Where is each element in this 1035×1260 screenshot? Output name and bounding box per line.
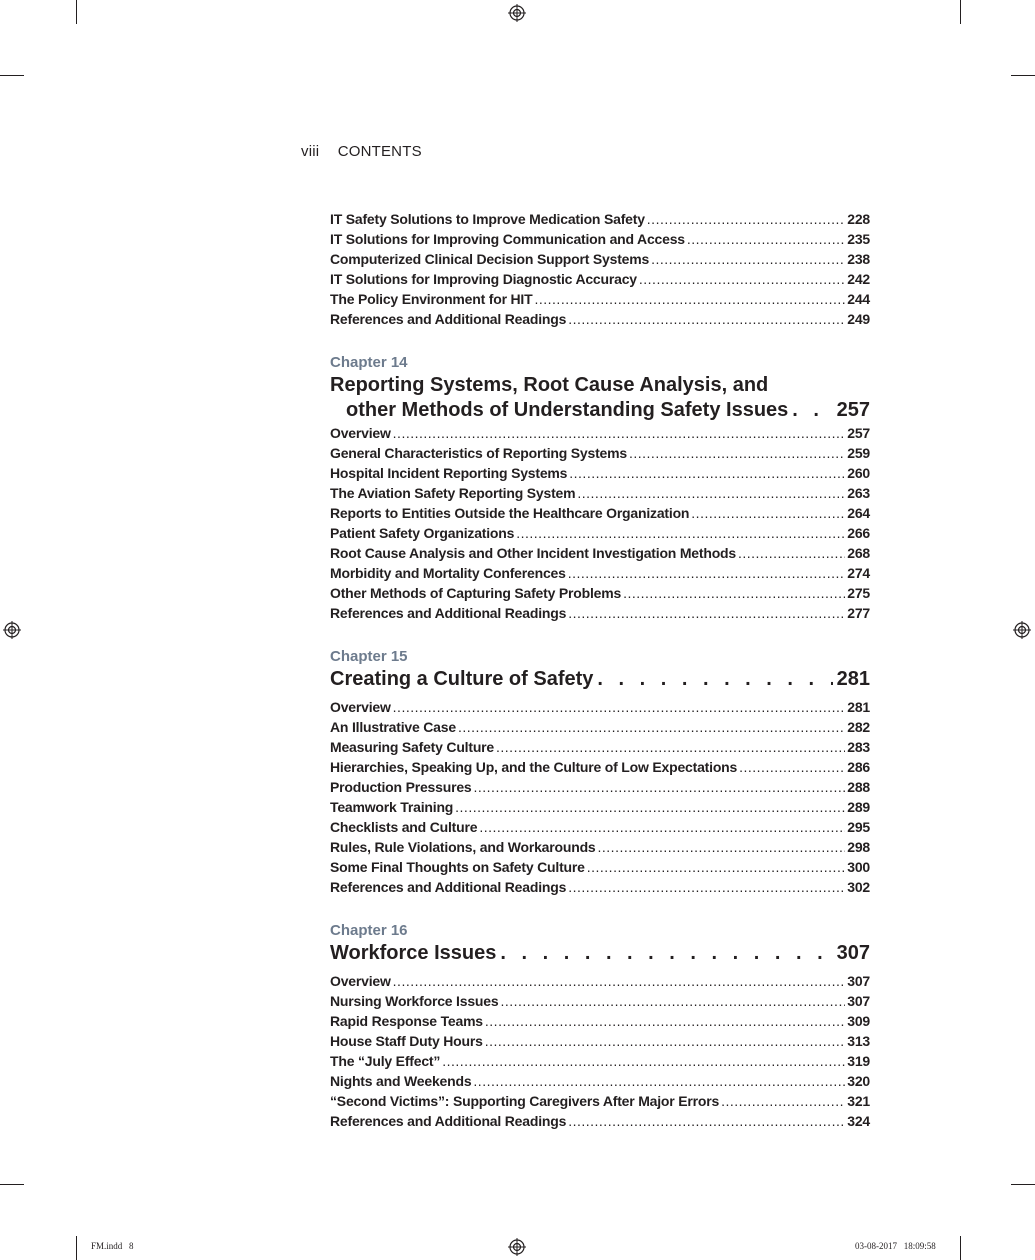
toc-entry-page: 244 [847, 291, 870, 307]
toc-entry-page: 259 [847, 445, 870, 461]
toc-entry-title: Root Cause Analysis and Other Incident Investigation Methods [330, 545, 736, 561]
crop-mark [76, 1236, 77, 1260]
dot-leader [500, 993, 845, 1009]
table-of-contents [330, 211, 870, 1133]
toc-entry[interactable] [330, 465, 870, 485]
dot-leader [721, 1093, 845, 1109]
toc-entry[interactable] [330, 505, 870, 525]
toc-entry-title: Rules, Rule Violations, and Workarounds [330, 839, 596, 855]
toc-entry-page: 263 [847, 485, 870, 501]
toc-entry-title: The “July Effect” [330, 1053, 441, 1069]
crop-mark [960, 0, 961, 24]
toc-entry-title: References and Additional Readings [330, 605, 567, 621]
page-folio: viii [301, 143, 320, 160]
toc-entry-page: 324 [847, 1113, 870, 1129]
toc-entry-title: Overview [330, 973, 391, 989]
dot-leader [568, 605, 845, 621]
toc-entry[interactable] [330, 605, 870, 625]
toc-entry-title: Nights and Weekends [330, 1073, 472, 1089]
running-head [301, 143, 422, 160]
toc-entry-title: The Aviation Safety Reporting System [330, 485, 576, 501]
toc-entry[interactable] [330, 699, 870, 719]
toc-entry[interactable] [330, 211, 870, 231]
dot-leader [568, 311, 845, 327]
dot-leader [597, 667, 832, 692]
chapter-page: 281 [836, 668, 870, 690]
toc-entry-title: Other Methods of Capturing Safety Problems [330, 585, 622, 601]
toc-entry-title: Production Pressures [330, 779, 472, 795]
dot-leader [568, 1113, 845, 1129]
toc-entry[interactable] [330, 779, 870, 799]
toc-entry[interactable] [330, 879, 870, 899]
crop-mark [76, 0, 77, 24]
chapter-label: Chapter 16 [330, 922, 408, 939]
dot-leader [647, 211, 845, 227]
toc-entry-page: 266 [847, 525, 870, 541]
toc-entry[interactable] [330, 973, 870, 993]
dot-leader [577, 485, 845, 501]
chapter-title[interactable] [330, 941, 870, 971]
toc-entry-page: 264 [847, 505, 870, 521]
dot-leader [534, 291, 845, 307]
toc-entry-title: Morbidity and Mortality Conferences [330, 565, 566, 581]
chapter-page: 257 [836, 399, 870, 421]
toc-entry-title: References and Additional Readings [330, 879, 567, 895]
toc-entry-title: Overview [330, 699, 391, 715]
toc-entry-page: 275 [847, 585, 870, 601]
toc-entry-title: Hierarchies, Speaking Up, and the Culture of Low Expectations [330, 759, 738, 775]
crop-mark [960, 1236, 961, 1260]
crop-mark [0, 1184, 24, 1185]
toc-entry-title: IT Solutions for Improving Diagnostic Accuracy [330, 271, 637, 287]
toc-entry[interactable] [330, 799, 870, 819]
toc-entry[interactable] [330, 291, 870, 311]
toc-entry-page: 289 [847, 799, 870, 815]
dot-leader [738, 545, 845, 561]
chapter-label: Chapter 14 [330, 354, 408, 371]
toc-entry-page: 242 [847, 271, 870, 287]
toc-entry[interactable] [330, 1053, 870, 1073]
dot-leader [458, 719, 845, 735]
chapter-title-text: Creating a Culture of Safety [330, 668, 594, 690]
toc-entry[interactable] [330, 819, 870, 839]
chapter-title-line: Reporting Systems, Root Cause Analysis, and [330, 374, 769, 396]
toc-entry[interactable] [330, 311, 870, 331]
toc-entry-title: “Second Victims”: Supporting Caregivers After Major Errors [330, 1093, 720, 1109]
dot-leader [568, 565, 846, 581]
toc-entry-page: 268 [847, 545, 870, 561]
toc-entry-title: Overview [330, 425, 391, 441]
toc-entry-page: 313 [847, 1033, 870, 1049]
toc-entry[interactable] [330, 271, 870, 291]
dot-leader [393, 973, 846, 989]
toc-entry[interactable] [330, 993, 870, 1013]
slug-filename: FM.indd 8 [91, 1241, 134, 1251]
registration-mark-icon [508, 1238, 526, 1256]
toc-entry-title: General Characteristics of Reporting Systems [330, 445, 627, 461]
toc-entry[interactable] [330, 1073, 870, 1093]
registration-mark-icon [508, 4, 526, 22]
section-title: CONTENTS [337, 143, 422, 160]
toc-entry-title: House Staff Duty Hours [330, 1033, 483, 1049]
toc-entry-page: 321 [847, 1093, 870, 1109]
toc-entry-title: Patient Safety Organizations [330, 525, 515, 541]
toc-entry-title: Checklists and Culture [330, 819, 478, 835]
dot-leader [485, 1033, 846, 1049]
toc-entry-page: 238 [847, 251, 870, 267]
toc-entry-page: 277 [847, 605, 870, 621]
toc-entry-page: 319 [847, 1053, 870, 1069]
toc-entry[interactable] [330, 231, 870, 251]
toc-entry-page: 283 [847, 739, 870, 755]
toc-entry-page: 309 [847, 1013, 870, 1029]
toc-entry-title: Measuring Safety Culture [330, 739, 495, 755]
dot-leader [623, 585, 845, 601]
dot-leader [739, 759, 845, 775]
dot-leader [569, 465, 845, 481]
toc-entry-page: 320 [847, 1073, 870, 1089]
slug-datetime: 03-08-2017 18:09:58 [855, 1241, 936, 1251]
toc-entry[interactable] [330, 585, 870, 605]
toc-entry[interactable] [330, 485, 870, 505]
crop-mark [1011, 1184, 1035, 1185]
dot-leader [651, 251, 845, 267]
dot-leader [792, 398, 832, 423]
dot-leader [485, 1013, 845, 1029]
toc-entry-title: References and Additional Readings [330, 1113, 567, 1129]
toc-entry-page: 300 [847, 859, 870, 875]
toc-entry[interactable] [330, 759, 870, 779]
dot-leader [455, 799, 845, 815]
chapter-page: 307 [836, 942, 870, 964]
toc-entry[interactable] [330, 1093, 870, 1113]
toc-entry-title: References and Additional Readings [330, 311, 567, 327]
dot-leader [393, 699, 846, 715]
toc-entry[interactable] [330, 1113, 870, 1133]
dot-leader [442, 1053, 845, 1069]
crop-mark [1011, 75, 1035, 76]
toc-entry-page: 260 [847, 465, 870, 481]
chapter-title[interactable] [330, 667, 870, 697]
registration-mark-icon [1013, 621, 1031, 639]
dot-leader [639, 271, 845, 287]
toc-entry-title: IT Solutions for Improving Communication and Access [330, 231, 685, 247]
toc-entry-page: 298 [847, 839, 870, 855]
chapter-title-text: Workforce Issues [330, 942, 497, 964]
toc-entry[interactable] [330, 839, 870, 859]
registration-mark-icon [3, 621, 21, 639]
toc-entry-page: 295 [847, 819, 870, 835]
dot-leader [479, 819, 845, 835]
toc-entry-page: 235 [847, 231, 870, 247]
crop-mark [0, 75, 24, 76]
dot-leader [393, 425, 846, 441]
toc-entry-page: 228 [847, 211, 870, 227]
toc-entry[interactable] [330, 251, 870, 271]
toc-entry[interactable] [330, 859, 870, 879]
toc-entry-title: An Illustrative Case [330, 719, 456, 735]
toc-entry-title: Rapid Response Teams [330, 1013, 483, 1029]
toc-entry-page: 307 [847, 973, 870, 989]
dot-leader [500, 941, 832, 966]
toc-entry-title: Reports to Entities Outside the Healthcare Organization [330, 505, 690, 521]
dot-leader [473, 1073, 845, 1089]
toc-entry-page: 302 [847, 879, 870, 895]
toc-entry-page: 288 [847, 779, 870, 795]
toc-entry[interactable] [330, 739, 870, 759]
toc-entry-page: 257 [847, 425, 870, 441]
dot-leader [691, 505, 845, 521]
toc-entry-title: IT Safety Solutions to Improve Medication Safety [330, 211, 645, 227]
toc-entry[interactable] [330, 545, 870, 565]
toc-entry-page: 249 [847, 311, 870, 327]
toc-entry[interactable] [330, 1013, 870, 1033]
dot-leader [496, 739, 845, 755]
dot-leader [568, 879, 845, 895]
toc-entry-title: The Policy Environment for HIT [330, 291, 533, 307]
dot-leader [687, 231, 845, 247]
toc-entry-title: Computerized Clinical Decision Support Systems [330, 251, 650, 267]
toc-entry[interactable] [330, 425, 870, 445]
chapter-title[interactable] [330, 373, 870, 423]
toc-entry-page: 281 [847, 699, 870, 715]
toc-entry[interactable] [330, 445, 870, 465]
dot-leader [474, 779, 846, 795]
toc-entry[interactable] [330, 1033, 870, 1053]
toc-entry-title: Nursing Workforce Issues [330, 993, 499, 1009]
chapter-label: Chapter 15 [330, 648, 408, 665]
toc-entry-title: Some Final Thoughts on Safety Culture [330, 859, 585, 875]
chapter-title-line: other Methods of Understanding Safety Issues [346, 399, 789, 421]
toc-entry-page: 274 [847, 565, 870, 581]
toc-entry-page: 282 [847, 719, 870, 735]
toc-entry-page: 307 [847, 993, 870, 1009]
toc-entry-page: 286 [847, 759, 870, 775]
toc-entry[interactable] [330, 719, 870, 739]
toc-entry[interactable] [330, 525, 870, 545]
toc-entry-title: Hospital Incident Reporting Systems [330, 465, 568, 481]
toc-entry-title: Teamwork Training [330, 799, 454, 815]
dot-leader [516, 525, 845, 541]
dot-leader [587, 859, 846, 875]
dot-leader [629, 445, 845, 461]
toc-entry[interactable] [330, 565, 870, 585]
dot-leader [598, 839, 846, 855]
